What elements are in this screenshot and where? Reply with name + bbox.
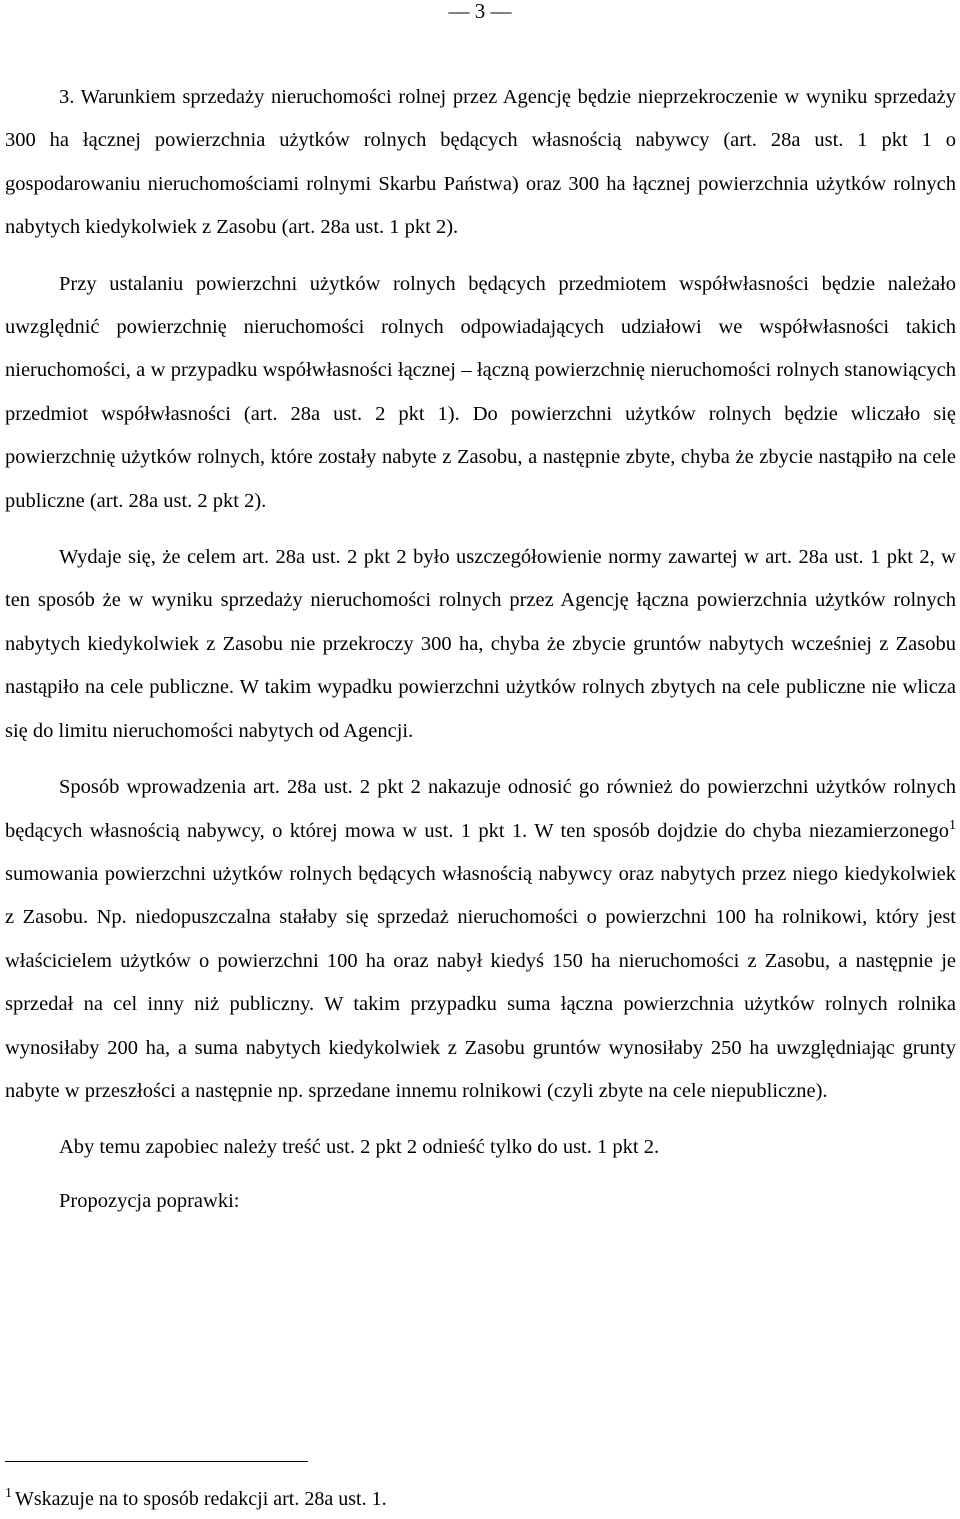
paragraph-summation-problem (5, 766, 956, 1113)
footnote (5, 1484, 955, 1514)
footnote-reference[interactable]: 1 (949, 817, 956, 833)
paragraph-sale-condition: 3. Warunkiem sprzedaży nieruchomości rolnej przez Agencję będzie nieprzekroczenie w wyniku sprzedaży 300 ha łącznej powierzchnia użytków rolnych będących własnością nabywcy (art. 28a ust. 1 pkt 1 o gospodarowaniu nieruchomościami rolnymi Skarbu Państwa) oraz 300 ha łącznej powierzchnia użytków rolnych nabytych kiedykolwiek z Zasobu (art. 28a ust. 1 pkt 2). (5, 86, 956, 239)
page-number: — 3 — (448, 0, 512, 23)
paragraph-recommendation: Aby temu zapobiec należy treść ust. 2 pkt 2 odnieść tylko do ust. 1 pkt 2. (59, 1136, 660, 1159)
paragraph-co-ownership: Przy ustalaniu powierzchni użytków rolnych będących przedmiotem współwłasności będzie należało uwzględnić powierzchnię nieruchomości rolnych odpowiadających udziałowi we współwłasności takich nieruchomości, a w przypadku współwłasności łącznej – łączną powierzchnię nieruchomości rolnych stanowiących przedmiot współwłasności (art. 28a ust. 2 pkt 1). Do powierzchni użytków rolnych będzie wliczało się powierzchnię użytków rolnych, które zostały nabyte z Zasobu, a następnie zbyte, chyba że zbycie nastąpiło na cele publiczne (art. 28a ust. 2 pkt 2). (5, 272, 956, 512)
footnote-separator (5, 1461, 308, 1462)
footnote-number: 1 (5, 1486, 12, 1501)
paragraph-summation-part-2: sumowania powierzchni użytków rolnych będących własnością nabywcy oraz nabytych przez niego kiedykolwiek z Zasobu. Np. niedopuszczalna stałaby się sprzedaż nieruchomości o powierzchni 100 ha rolnikowi, który jest właścicielem użytków o powierzchni 100 ha oraz nabył kiedyś 150 ha nieruchomości z Zasobu, a następnie je sprzedał na cel inny niż publiczny. W takim przypadku suma łączna powierzchnia użytków rolnych rolnika wynosiłaby 200 ha, a suma nabytych kiedykolwiek z Zasobu gruntów wynosiłaby 250 ha uwzględniając grunty nabyte w przeszłości a następnie np. sprzedane innemu rolnikowi (czyli zbyte na cele niepubliczne). (5, 862, 956, 1102)
footnote-text: Wskazuje na to sposób redakcji art. 28a ust. 1. (15, 1488, 387, 1510)
paragraph-amendment-proposal: Propozycja poprawki: (59, 1189, 240, 1212)
paragraph-summation-part-1: Sposób wprowadzenia art. 28a ust. 2 pkt 2 nakazuje odnosić go również do powierzchni użytków rolnych będących własnością nabywcy, o której mowa w ust. 1 pkt 1. W ten sposób dojdzie do chyba niezamierzonego (5, 776, 956, 842)
paragraph-intent-of-provision: Wydaje się, że celem art. 28a ust. 2 pkt 2 było uszczegółowienie normy zawartej w art. 28a ust. 1 pkt 2, w ten sposób że w wyniku sprzedaży nieruchomości rolnych przez Agencję łączna powierzchnia użytków rolnych nabytych kiedykolwiek z Zasobu nie przekroczy 300 ha, chyba że zbycie gruntów nabytych wcześniej z Zasobu nastąpiło na cele publiczne. W takim wypadku powierzchni użytków rolnych zbytych na cele publiczne nie wlicza się do limitu nieruchomości nabytych od Agencji. (5, 546, 956, 742)
document-body (5, 76, 956, 1223)
